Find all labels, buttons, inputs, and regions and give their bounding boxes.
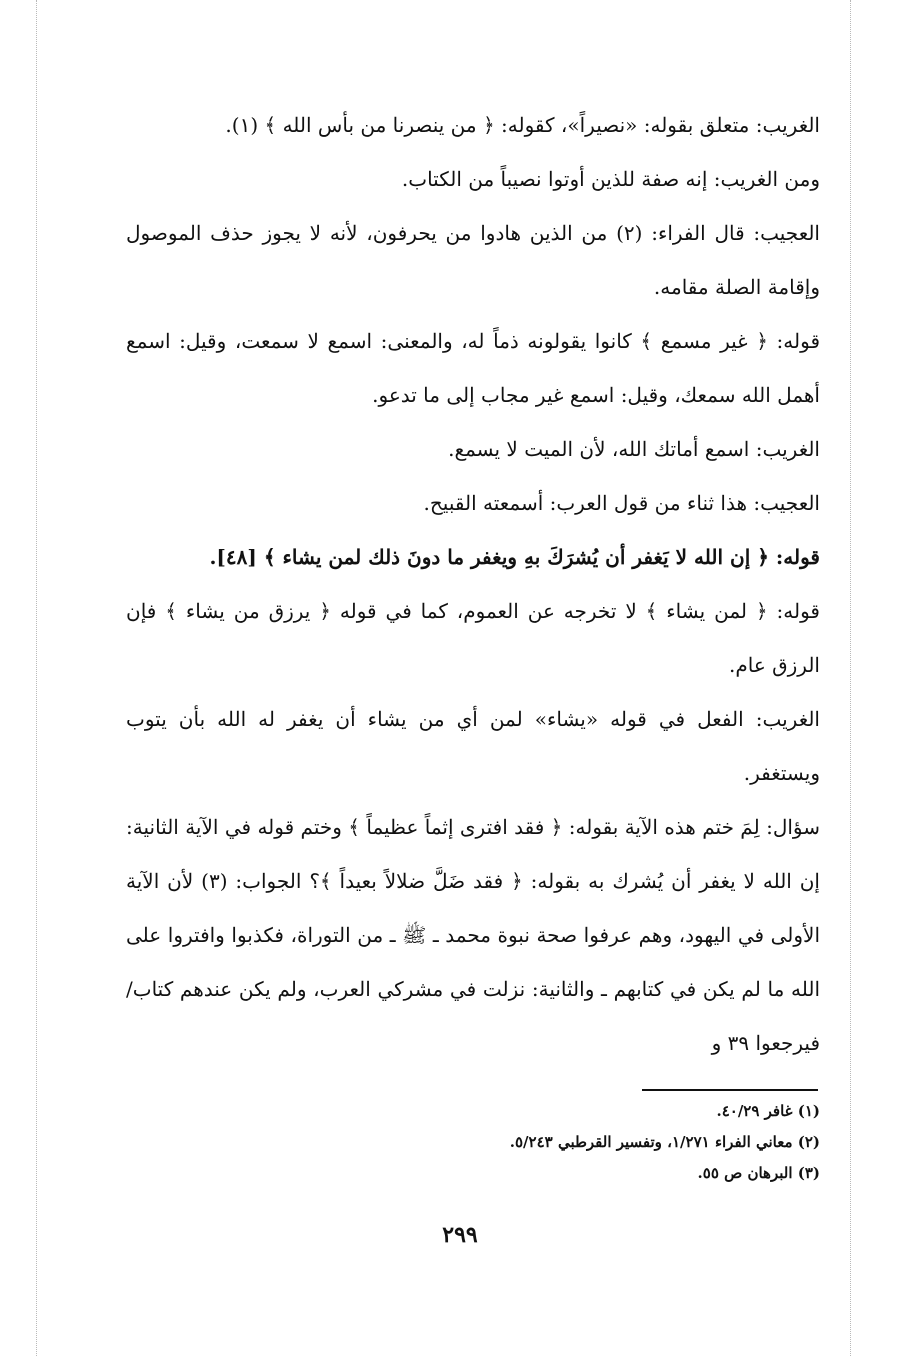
paragraph: قوله: ﴿ غير مسمع ﴾ كانوا يقولونه ذماً له، والمعنى: اسمع لا سمعت، وقيل: اسمع أهمل الله سمعك، وقيل: اسمع غير مجاب إلى ما تدعو. [126, 329, 820, 407]
paragraph: العجيب: هذا ثناء من قول العرب: أسمعته القبيح. [423, 491, 820, 515]
paragraph: سؤال: لِمَ ختم هذه الآية بقوله: ﴿ فقد افترى إثماً عظيماً ﴾ وختم قوله في الآية الثانية: إن الله لا يغفر أن يُشرك به بقوله: ﴿ فقد ضَلَّ ضلالاً بعيداً ﴾؟ الجواب: (٣) لأن الآية الأولى في اليهود، وهم عرفوا صحة نبوة محمد ـ ﷺ ـ من التوراة، فكذبوا وافتروا على الله ما لم يكن في كتابهم ـ والثانية: نزلت في مشركي العرب، ولم يكن عندهم كتاب/ فيرجعوا ٣٩ و [126, 815, 821, 1055]
paragraph: الغريب: الفعل في قوله «يشاء» لمن أي من يشاء أن يغفر له الله بأن يتوب ويستغفر. [126, 707, 820, 785]
footnote: (٢) معاني الفراء ١/٢٧١، وتفسير القرطبي ٥/٢٤٣. [509, 1133, 820, 1151]
scan-edge-left [36, 0, 37, 1356]
body-text [126, 98, 820, 1070]
scan-edge-right [850, 0, 851, 1356]
paragraph: العجيب: قال الفراء: (٢) من الذين هادوا من يحرفون، لأنه لا يجوز حذف الموصول وإقامة الصلة مقامه. [126, 221, 820, 299]
paragraph: الغريب: اسمع أماتك الله، لأن الميت لا يسمع. [448, 437, 820, 461]
footnotes [300, 1096, 820, 1189]
footnote-divider [642, 1089, 818, 1091]
page-number: ٢٩٩ [442, 1222, 478, 1248]
paragraph: قوله: ﴿ لمن يشاء ﴾ لا تخرجه عن العموم، كما في قوله ﴿ يرزق من يشاء ﴾ فإن الرزق عام. [126, 599, 820, 677]
footnote: (١) غافر ٤٠/٢٩. [716, 1102, 820, 1120]
paragraph: ومن الغريب: إنه صفة للذين أوتوا نصيباً من الكتاب. [401, 167, 820, 191]
paragraph: الغريب: متعلق بقوله: «نصيراً»، كقوله: ﴿ من ينصرنا من بأس الله ﴾ (١). [225, 113, 820, 137]
footnote: (٣) البرهان ص ٥٥. [697, 1164, 820, 1182]
paragraph: قوله: ﴿ إن الله لا يَغفر أن يُشرَكَ بهِ ويغفر ما دونَ ذلك لمن يشاء ﴾ [٤٨]. [209, 545, 820, 569]
